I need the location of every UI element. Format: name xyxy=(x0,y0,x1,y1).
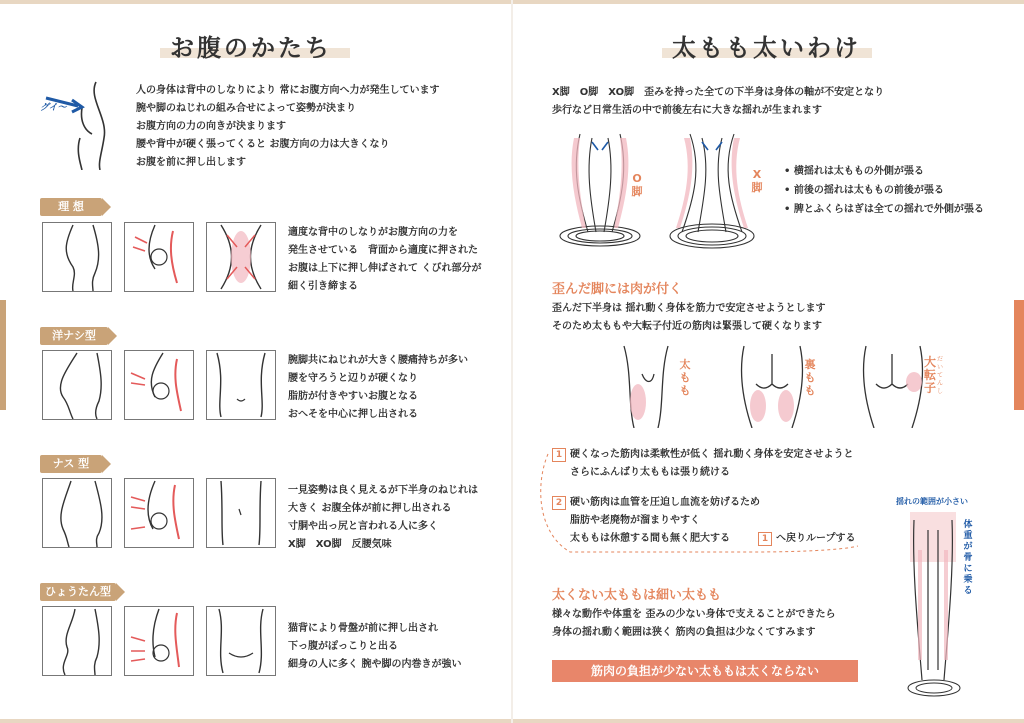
point-2-line: 脂肪や老廃物が溜まりやすく xyxy=(570,515,700,526)
intro-text xyxy=(136,82,439,172)
eggplant-line: 大きく お腹全体が前に押し出される xyxy=(288,503,452,514)
gourd-spine-illustration xyxy=(124,606,194,676)
thigh-label-front: 太もも xyxy=(679,358,691,397)
x-leg-label: X脚 xyxy=(751,168,763,194)
trochanter-illustration xyxy=(856,344,932,428)
right-intro-line: 歩行など日常生活の中で前後左右に大きな揺れが生まれます xyxy=(552,105,822,116)
gourd-side-illustration xyxy=(42,606,112,676)
back-thigh-illustration xyxy=(734,344,814,428)
ideal-line: 細く引き締まる xyxy=(288,281,358,292)
sway-bullet: • 前後の揺れは太ももの前後が張る xyxy=(784,185,944,196)
sway-bullet: • 脾とふくらはぎは全ての揺れで外側が張る xyxy=(784,204,984,215)
left-page-title: お腹のかたち xyxy=(170,34,332,62)
weight-on-bone-label: 体重が骨に乗る xyxy=(963,520,973,596)
pear-belly-illustration xyxy=(206,350,276,420)
eggplant-spine-illustration xyxy=(124,478,194,548)
intro-line: 腰や背中が硬く張ってくると お腹方向の力は大きくなり xyxy=(136,139,390,150)
slim-line: 様々な動作や体重を 歪みの少ない身体で支えることができたら xyxy=(552,609,836,620)
ideal-text xyxy=(288,224,481,296)
ideal-line: 適度な背中のしなりがお腹方向の力を xyxy=(288,227,458,238)
eggplant-belly-illustration xyxy=(206,478,276,548)
straight-legs-illustration xyxy=(900,510,970,700)
pear-side-illustration xyxy=(42,350,112,420)
ideal-waist-illustration xyxy=(206,222,276,292)
ideal-spine-illustration xyxy=(124,222,194,292)
point-1-line: 硬くなった筋肉は柔軟性が低く 揺れ動く身体を安定させようと xyxy=(570,449,854,460)
sway-bullets xyxy=(784,162,984,219)
right-edge-mark xyxy=(1014,300,1024,410)
point-1-line: さらにふんばり太ももは張り続ける xyxy=(570,467,730,478)
ideal-side-illustration xyxy=(42,222,112,292)
right-page-title: 太もも太いわけ xyxy=(672,34,861,62)
trochanter-ruby: だいてんし xyxy=(937,356,944,395)
gourd-line: 下っ腹がぽっこりと出る xyxy=(288,641,398,652)
loop-number: 1 xyxy=(758,532,772,546)
page-spine xyxy=(511,0,513,723)
gourd-line: 細身の人に多く 腕や脚の内巻きが強い xyxy=(288,659,462,670)
section-tag-ideal: 理 想 xyxy=(40,198,102,216)
intro-push-label: グイ〜 xyxy=(40,103,67,113)
section-tag-pear: 洋ナシ型 xyxy=(40,327,108,345)
eggplant-text xyxy=(288,482,478,554)
pear-line: 腰を守ろうと辺りが硬くなり xyxy=(288,373,418,384)
left-edge-mark xyxy=(0,300,6,410)
pear-spine-illustration xyxy=(124,350,194,420)
eggplant-side-illustration xyxy=(42,478,112,548)
section-tag-gourd: ひょうたん型 xyxy=(40,583,116,601)
right-intro-line: X脚 O脚 XO脚 歪みを持った全ての下半身は身体の軸が不安定となり xyxy=(552,87,885,98)
pear-line: おへそを中心に押し出される xyxy=(288,409,418,420)
gourd-line: 猫背により骨盤が前に押し出され xyxy=(288,623,438,634)
loop-text: へ戻りループする xyxy=(776,533,856,544)
section-tag-eggplant: ナス 型 xyxy=(40,455,102,473)
intro-line: お腹方向の力の向きが決まります xyxy=(136,121,286,132)
intro-line: 人の身体は背中のしなりにより 常にお腹方向へ力が発生しています xyxy=(136,85,440,96)
ideal-line: お腹は上下に押し伸ばされて くびれ部分が xyxy=(288,263,482,274)
ideal-line: 発生させている 背面から適度に押された xyxy=(288,245,478,256)
subheading-distorted-legs: 歪んだ脚には肉が付く xyxy=(552,282,683,297)
slim-line: 身体の揺れ動く範囲は狭く 筋肉の負担は少なくてすみます xyxy=(552,627,816,638)
o-leg-label: O脚 xyxy=(631,172,643,198)
subheading-slim-thigh: 太くない太ももは細い太もも xyxy=(552,588,722,603)
pear-line: 脂肪が付きやすいお腹となる xyxy=(288,391,418,402)
distorted-legs-text xyxy=(552,300,825,336)
gourd-belly-illustration xyxy=(206,606,276,676)
eggplant-line: 一見姿勢は良く見えるが下半身のねじれは xyxy=(288,485,478,496)
slim-thigh-text xyxy=(552,606,835,642)
point-number-2: 2 xyxy=(552,496,566,510)
point-2-line: 太ももは休憩する間も無く肥大する xyxy=(570,533,730,544)
thigh-label-back: 裏もも xyxy=(804,358,816,397)
conclusion-banner: 筋肉の負担が少ない太ももは太くならない xyxy=(552,660,858,682)
point-number-1: 1 xyxy=(552,448,566,462)
pear-text xyxy=(288,352,468,424)
sway-bullet: • 横揺れは太ももの外側が張る xyxy=(784,166,924,177)
distorted-line: 歪んだ下半身は 揺れ動く身体を筋力で安定させようとします xyxy=(552,303,826,314)
intro-body-illustration xyxy=(38,78,118,170)
eggplant-line: 寸胴や出っ尻と言われる人に多く xyxy=(288,521,438,532)
gourd-text xyxy=(288,620,461,674)
leg-sway-illustration xyxy=(552,128,762,252)
eggplant-line: X脚 XO脚 反腰気味 xyxy=(288,539,392,550)
right-intro-text xyxy=(552,84,884,120)
distorted-line: そのため太ももや大転子付近の筋肉は緊張して硬くなります xyxy=(552,321,822,332)
intro-line: 腕や脚のねじれの組み合せによって姿勢が決まり xyxy=(136,103,356,114)
pear-line: 腕脚共にねじれが大きく腰痛持ちが多い xyxy=(288,355,468,366)
point-2-line: 硬い筋肉は血管を圧迫し血流を妨げるため xyxy=(570,497,760,508)
intro-line: お腹を前に押し出します xyxy=(136,157,246,168)
thigh-label-trochanter: 大転子 xyxy=(924,355,937,395)
sway-small-label: 揺れの範囲が小さい xyxy=(896,497,968,506)
loop-arrow xyxy=(540,452,858,556)
